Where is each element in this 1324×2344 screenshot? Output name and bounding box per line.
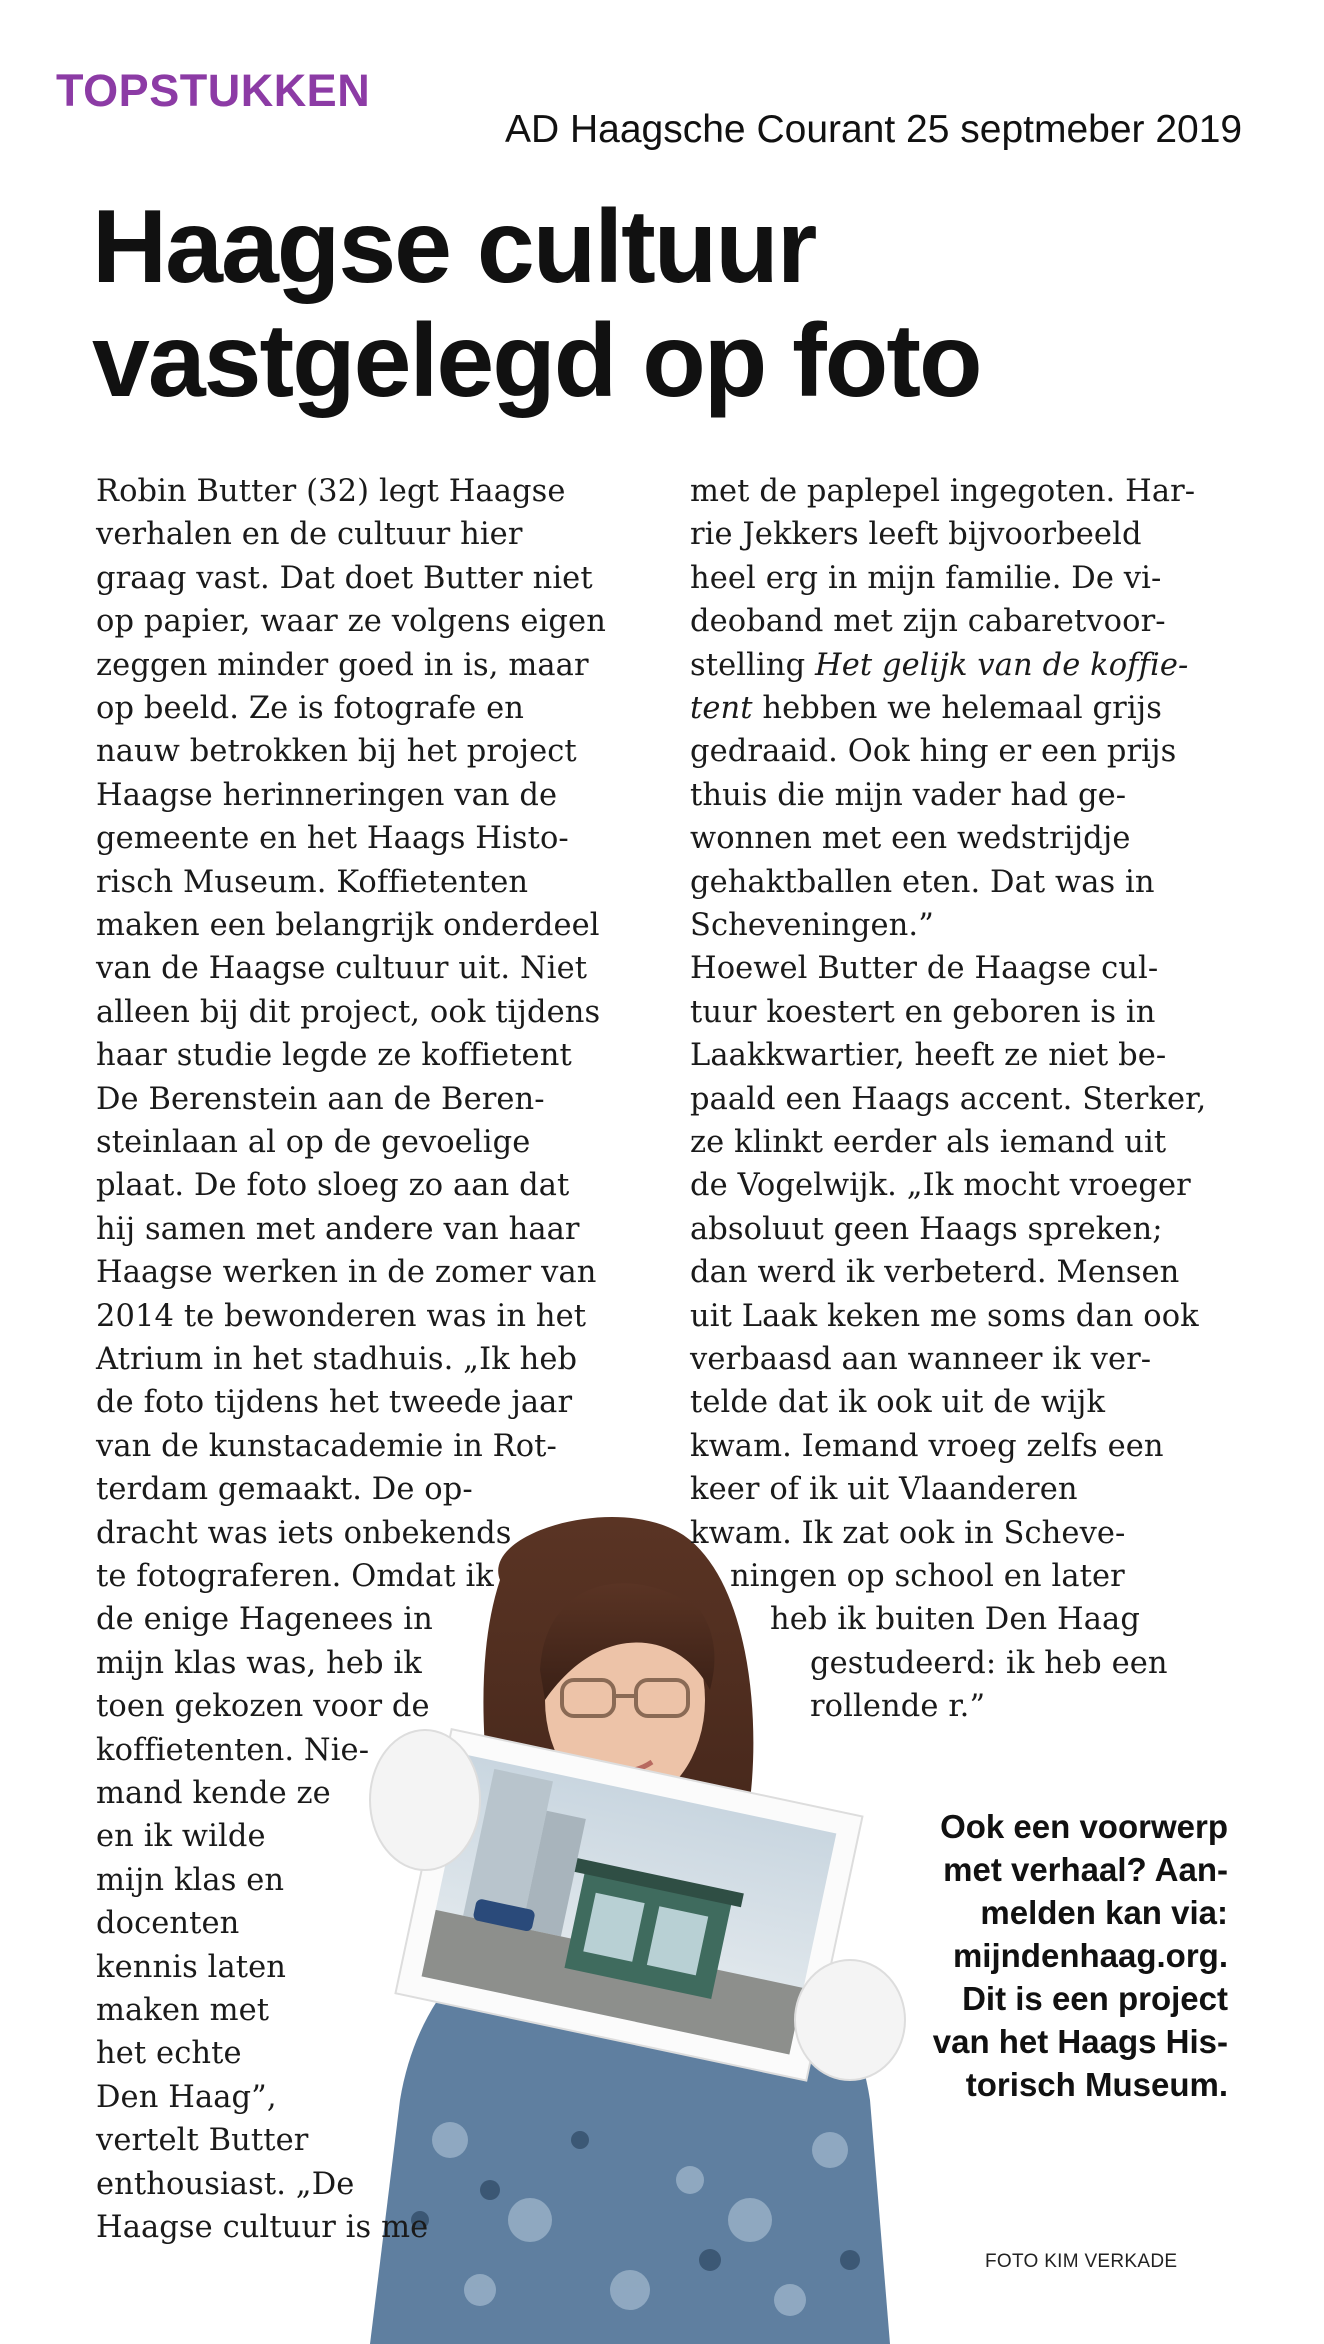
callout-line: Ook een voorwerp <box>940 1808 1228 1845</box>
body-text-line <box>690 1164 1191 1207</box>
body-text-line: terdam gemaakt. De op- <box>96 1472 473 1508</box>
body-text-segment: dan werd ik verbeterd. Mensen <box>690 1255 1180 1291</box>
body-text-segment: Hoewel Butter de Haagse cul- <box>690 951 1159 987</box>
body-text-line: zeggen minder goed in is, maar <box>96 647 589 683</box>
left-text-column <box>96 470 656 2320</box>
body-text-segment: wonnen met een wedstrijdje <box>690 821 1131 857</box>
body-text-segment: rie Jekkers leeft bijvoorbeeld <box>690 517 1142 553</box>
body-text-line: Robin Butter (32) legt Haagse <box>96 474 566 509</box>
body-text-line <box>690 991 1156 1034</box>
body-text-segment: heb ik buiten Den Haag <box>770 1602 1140 1638</box>
body-text-segment: ze klinkt eerder als iemand uit <box>690 1125 1167 1160</box>
body-text-line <box>690 947 1158 990</box>
call-to-action-box <box>808 1805 1228 2106</box>
body-text-line: op papier, waar ze volgens eigen <box>96 604 606 640</box>
body-text-segment: Laakkwartier, heeft ze niet be- <box>690 1038 1167 1074</box>
body-text-line: alleen bij dit project, ook tijdens <box>96 994 601 1030</box>
callout-line: torisch Museum. <box>965 2066 1228 2103</box>
body-text-line: vertelt Butter <box>96 2123 309 2159</box>
body-text-line: enthousiast. „De <box>96 2166 355 2202</box>
body-text-line: risch Museum. Koffietenten <box>96 864 529 900</box>
italic-title-text: tent <box>690 691 753 726</box>
body-text-line: gemeente en het Haags Histo- <box>96 821 569 857</box>
body-text-line: haar studie legde ze koffietent <box>96 1038 572 1074</box>
body-text-line: de foto tijdens het tweede jaar <box>96 1385 573 1421</box>
body-text-segment: Scheveningen.” <box>690 908 934 943</box>
body-text-line: te fotograferen. Omdat ik <box>96 1559 494 1594</box>
body-text-segment: kwam. Ik zat ook in Scheve- <box>690 1515 1126 1551</box>
body-text-line: van de Haagse cultuur uit. Niet <box>96 951 588 987</box>
body-text-line: en ik wilde <box>96 1819 266 1855</box>
body-text-line: steinlaan al op de gevoelige <box>96 1125 531 1160</box>
body-text-line <box>690 687 1162 730</box>
body-text-line <box>690 1295 1199 1338</box>
body-text-segment: hebben we helemaal grijs <box>752 691 1162 726</box>
body-text-segment: keer of ik uit Vlaanderen <box>690 1472 1078 1508</box>
body-text-line: Den Haag”, <box>96 2079 277 2115</box>
body-text-line: De Berenstein aan de Beren- <box>96 1081 545 1117</box>
body-text-line <box>690 600 1166 643</box>
body-text-line: Haagse herinneringen van de <box>96 777 558 813</box>
body-text-line <box>690 644 1188 687</box>
body-text-segment: gehaktballen eten. Dat was in <box>690 864 1155 900</box>
body-text-line: maken met <box>96 1993 270 2028</box>
body-text-segment: met de paplepel ingegoten. Har- <box>690 474 1196 509</box>
callout-line: van het Haags His- <box>932 2023 1228 2060</box>
body-text-line <box>690 1338 1151 1381</box>
body-text-segment: absoluut geen Haags spreken; <box>690 1211 1163 1247</box>
body-text-line: mijn klas was, heb ik <box>96 1645 422 1681</box>
headline <box>92 190 980 418</box>
body-text-line: kennis laten <box>96 1949 287 1985</box>
callout-line: Dit is een project <box>962 1980 1228 2017</box>
body-text-line <box>690 861 1155 904</box>
body-text-line <box>690 904 934 947</box>
body-text-line: het echte <box>96 2036 242 2072</box>
body-text-line: verhalen en de cultuur hier <box>96 517 523 553</box>
body-text-line <box>690 774 1126 817</box>
body-text-line: graag vast. Dat doet Butter niet <box>96 560 593 596</box>
body-text-line <box>690 1034 1166 1077</box>
italic-title-text: Het gelijk van de koffie- <box>815 647 1189 683</box>
headline-line: vastgelegd op foto <box>92 303 981 419</box>
body-text-line: hij samen met andere van haar <box>96 1211 580 1247</box>
body-text-segment: verbaasd aan wanneer ik ver- <box>690 1342 1152 1377</box>
body-text-segment: stelling <box>690 647 815 683</box>
body-text-line <box>690 1251 1179 1294</box>
body-text-segment: kwam. Iemand vroeg zelfs een <box>690 1428 1164 1464</box>
body-text-line <box>690 470 1195 513</box>
body-text-line: dracht was iets onbekends <box>96 1515 512 1551</box>
body-text-segment: rollende r.” <box>810 1689 986 1725</box>
body-text-segment: thuis die mijn vader had ge- <box>690 777 1127 813</box>
callout-line: melden kan via: <box>980 1894 1228 1931</box>
body-text-segment: deoband met zijn cabaretvoor- <box>690 604 1166 640</box>
body-text-segment: de Vogelwijk. „Ik mocht vroeger <box>690 1168 1191 1204</box>
body-text-line: van de kunstacademie in Rot- <box>96 1428 557 1464</box>
body-text-line <box>690 513 1142 556</box>
body-text-line <box>690 817 1131 860</box>
body-text-line <box>690 1381 1105 1424</box>
body-text-line <box>690 1121 1166 1164</box>
body-text-segment: uit Laak keken me soms dan ook <box>690 1298 1199 1334</box>
body-text-line <box>690 557 1161 600</box>
body-text-line <box>690 1208 1163 1251</box>
body-text-line: maken een belangrijk onderdeel <box>96 908 600 943</box>
body-text-segment: paald een Haags accent. Sterker, <box>690 1081 1207 1117</box>
body-text-segment: telde dat ik ook uit de wijk <box>690 1385 1106 1421</box>
body-text-line: 2014 te bewonderen was in het <box>96 1298 587 1334</box>
body-text-line: mijn klas en <box>96 1862 285 1898</box>
body-text-line: de enige Hagenees in <box>96 1602 433 1638</box>
body-text-line <box>690 730 1176 773</box>
body-text-line <box>690 1425 1164 1468</box>
body-text-line: docenten <box>96 1906 240 1942</box>
body-text-line: mand kende ze <box>96 1776 331 1811</box>
body-text-line: op beeld. Ze is fotografe en <box>96 691 524 726</box>
body-text-line <box>690 1078 1206 1121</box>
body-text-line: koffietenten. Nie- <box>96 1732 370 1768</box>
body-text-segment: ningen op school en later <box>730 1559 1125 1594</box>
body-text-segment: tuur koestert en geboren is in <box>690 994 1156 1030</box>
body-text-segment: heel erg in mijn familie. De vi- <box>690 560 1162 596</box>
callout-line: mijndenhaag.org. <box>952 1937 1228 1974</box>
body-text-line: plaat. De foto sloeg zo aan dat <box>96 1168 570 1204</box>
publication-dateline: AD Haagsche Courant 25 septmeber 2019 <box>505 108 1243 151</box>
callout-line: met verhaal? Aan- <box>943 1851 1228 1888</box>
body-text-line: nauw betrokken bij het project <box>96 734 577 770</box>
headline-line: Haagse cultuur <box>92 189 816 305</box>
body-text-line: toen gekozen voor de <box>96 1689 430 1725</box>
photo-credit: FOTO KIM VERKADE <box>985 2251 1178 2272</box>
body-text-segment: gestudeerd: ik heb een <box>810 1645 1168 1681</box>
body-text-segment: gedraaid. Ook hing er een prijs <box>690 734 1177 770</box>
body-text-line: Atrium in het stadhuis. „Ik heb <box>96 1342 578 1377</box>
section-kicker: TOPSTUKKEN <box>56 65 371 116</box>
body-text-line: Haagse cultuur is me <box>96 2210 429 2245</box>
body-text-line: Haagse werken in de zomer van <box>96 1255 597 1291</box>
